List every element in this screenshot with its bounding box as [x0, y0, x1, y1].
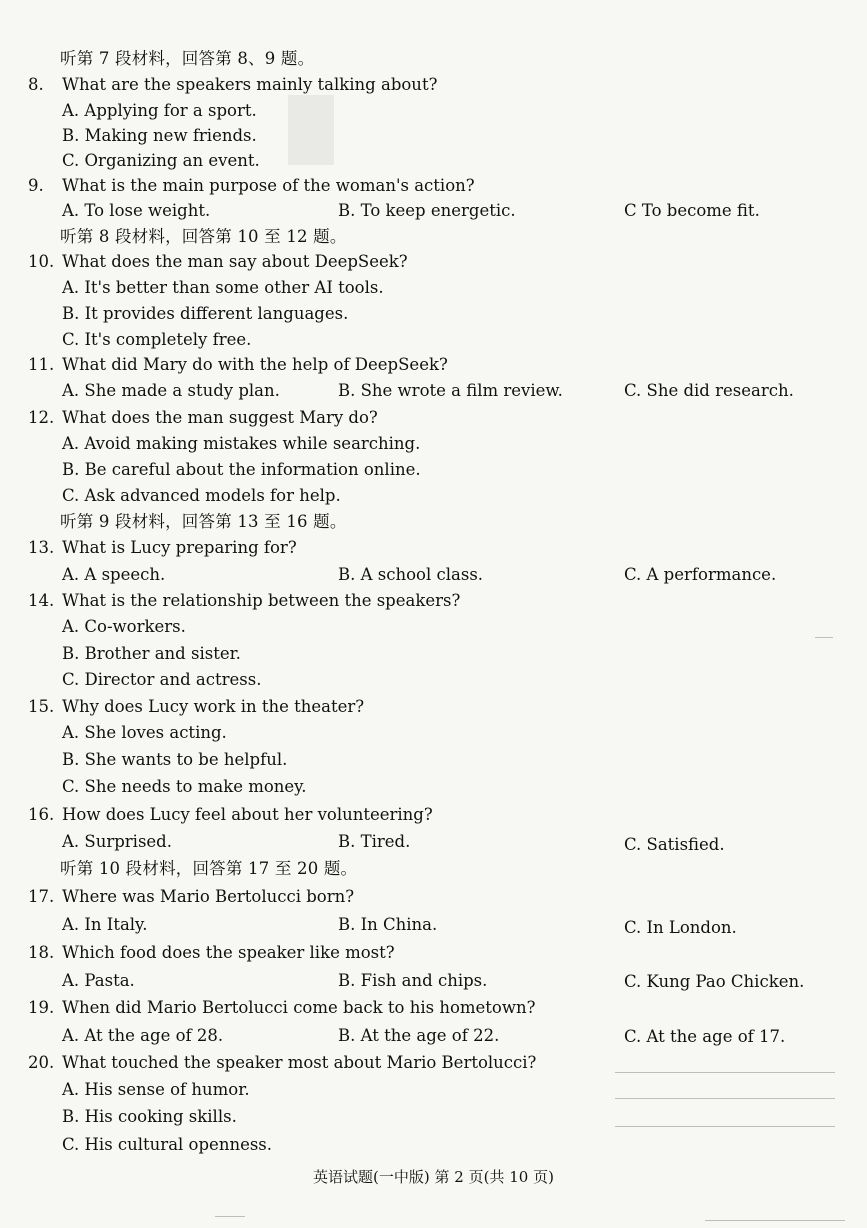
- section-heading: 听第 9 段材料，回答第 13 至 16 题。: [60, 512, 347, 531]
- question-number: 16.: [28, 805, 55, 824]
- question-text: What touched the speaker most about Mario Bertolucci?: [62, 1053, 537, 1072]
- option-a: A. In Italy.: [62, 915, 148, 934]
- scan-line: [615, 1072, 835, 1073]
- question-number: 13.: [28, 538, 55, 557]
- question-text: How does Lucy feel about her volunteering?: [62, 805, 433, 824]
- option-c: C. A performance.: [624, 565, 777, 584]
- scan-line: [705, 1220, 845, 1221]
- option-c: C. Ask advanced models for help.: [62, 486, 341, 505]
- option-c: C. She did research.: [624, 381, 794, 400]
- scan-line: [215, 1216, 245, 1217]
- option-b: B. Tired.: [338, 832, 411, 851]
- option-b: B. At the age of 22.: [338, 1026, 500, 1045]
- question-number: 9.: [28, 176, 44, 195]
- option-a: A. Pasta.: [62, 971, 135, 990]
- section-heading: 听第 10 段材料，回答第 17 至 20 题。: [60, 859, 358, 878]
- option-a: A. She loves acting.: [62, 723, 227, 742]
- scan-line: [615, 1098, 835, 1099]
- option-a: A. His sense of humor.: [62, 1080, 250, 1099]
- option-a: A. At the age of 28.: [62, 1026, 224, 1045]
- question-text: Where was Mario Bertolucci born?: [62, 887, 355, 906]
- question-text: What is Lucy preparing for?: [62, 538, 297, 557]
- option-b: B. Be careful about the information online.: [62, 460, 421, 479]
- option-c: C. In London.: [624, 918, 737, 937]
- question-text: What is the relationship between the speakers?: [62, 591, 461, 610]
- question-text: What is the main purpose of the woman's action?: [62, 176, 475, 195]
- question-number: 10.: [28, 252, 55, 271]
- question-number: 12.: [28, 408, 55, 427]
- option-c: C. She needs to make money.: [62, 777, 307, 796]
- question-number: 20.: [28, 1053, 55, 1072]
- question-text: Which food does the speaker like most?: [62, 943, 395, 962]
- option-c: C. At the age of 17.: [624, 1027, 786, 1046]
- question-text: What does the man say about DeepSeek?: [62, 252, 408, 271]
- question-number: 17.: [28, 887, 55, 906]
- option-b: B. Making new friends.: [62, 126, 257, 145]
- scan-smudge: [288, 95, 334, 165]
- option-b: B. To keep energetic.: [338, 201, 516, 220]
- page-footer: 英语试题(一中版) 第 2 页(共 10 页): [313, 1168, 554, 1186]
- question-text: Why does Lucy work in the theater?: [62, 697, 365, 716]
- option-b: B. It provides different languages.: [62, 304, 349, 323]
- option-a: A. A speech.: [62, 565, 166, 584]
- question-text: What did Mary do with the help of DeepSeek?: [62, 355, 448, 374]
- option-a: A. Surprised.: [62, 832, 172, 851]
- option-b: B. Brother and sister.: [62, 644, 241, 663]
- option-b: B. She wants to be helpful.: [62, 750, 288, 769]
- option-b: B. She wrote a film review.: [338, 381, 563, 400]
- option-a: A. She made a study plan.: [62, 381, 280, 400]
- option-c: C. His cultural openness.: [62, 1135, 273, 1154]
- option-b: B. Fish and chips.: [338, 971, 488, 990]
- option-a: A. To lose weight.: [62, 201, 211, 220]
- question-number: 14.: [28, 591, 55, 610]
- option-b: B. His cooking skills.: [62, 1107, 237, 1126]
- option-b: B. In China.: [338, 915, 438, 934]
- question-text: What are the speakers mainly talking about?: [62, 75, 438, 94]
- question-text: When did Mario Bertolucci come back to his hometown?: [62, 998, 536, 1017]
- option-c: C To become fit.: [624, 201, 760, 220]
- scan-line: [615, 1126, 835, 1127]
- question-number: 19.: [28, 998, 55, 1017]
- option-c: C. Director and actress.: [62, 670, 262, 689]
- option-c: C. Kung Pao Chicken.: [624, 972, 805, 991]
- option-c: C. It's completely free.: [62, 330, 252, 349]
- scan-line: [815, 637, 833, 638]
- question-number: 18.: [28, 943, 55, 962]
- option-b: B. A school class.: [338, 565, 484, 584]
- question-number: 11.: [28, 355, 55, 374]
- option-c: C. Satisfied.: [624, 835, 725, 854]
- option-a: A. It's better than some other AI tools.: [62, 278, 384, 297]
- option-a: A. Co-workers.: [62, 617, 186, 636]
- section-heading: 听第 7 段材料，回答第 8、9 题。: [60, 49, 315, 68]
- option-a: A. Applying for a sport.: [62, 101, 257, 120]
- option-a: A. Avoid making mistakes while searching.: [62, 434, 421, 453]
- option-c: C. Organizing an event.: [62, 151, 260, 170]
- question-text: What does the man suggest Mary do?: [62, 408, 378, 427]
- question-number: 15.: [28, 697, 55, 716]
- question-number: 8.: [28, 75, 44, 94]
- section-heading: 听第 8 段材料，回答第 10 至 12 题。: [60, 227, 347, 246]
